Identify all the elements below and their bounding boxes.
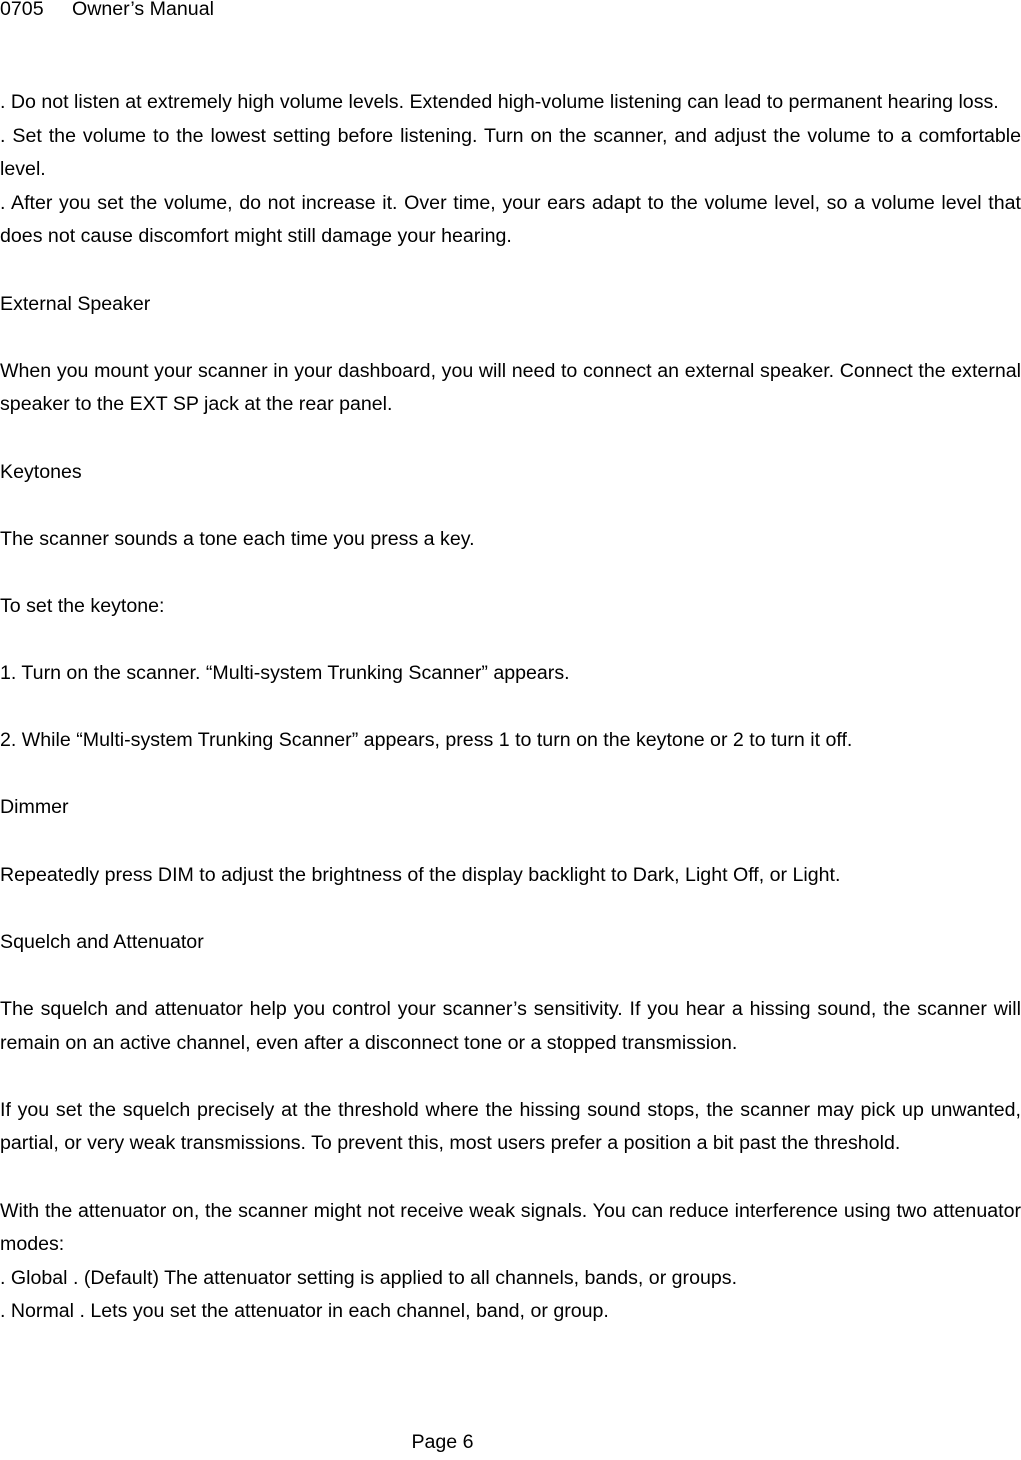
page-footer <box>0 1426 1021 1460</box>
hearing-warning-1: . Do not listen at extremely high volume levels. Extended high-volume listening can lead to permanent hearing loss. <box>0 91 999 113</box>
section-heading-squelch: Squelch and Attenuator <box>0 930 204 953</box>
external-speaker-body: When you mount your scanner in your dashboard, you will need to connect an external speaker. Connect the external speaker to the EXT SP jack at the rear panel. <box>0 359 1021 416</box>
squelch-paragraph-3: With the attenuator on, the scanner might not receive weak signals. You can reduce interference using two attenuator modes: <box>0 1199 1021 1256</box>
hearing-warning-2: . Set the volume to the lowest setting before listening. Turn on the scanner, and adjust the volume to a comfortable level. <box>0 124 1021 181</box>
spacer <box>0 892 1021 926</box>
spacer <box>0 422 1021 456</box>
spacer <box>0 1060 1021 1094</box>
page-number: Page 6 <box>411 1431 474 1453</box>
section-heading-dimmer: Dimmer <box>0 796 69 819</box>
squelch-paragraph-2: If you set the squelch precisely at the threshold where the hissing sound stops, the scanner may pick up unwanted, partial, or very weak transmissions. To prevent this, most users prefer a position a bit past the threshold. <box>0 1098 1021 1155</box>
section-heading-keytones: Keytones <box>0 460 82 483</box>
section-heading-external-speaker: External Speaker <box>0 292 151 315</box>
spacer <box>0 959 1021 993</box>
page-content <box>0 86 1021 1329</box>
spacer <box>0 624 1021 658</box>
spacer <box>0 321 1021 355</box>
document-id: 0705 <box>0 0 44 20</box>
attenuator-mode-global: . Global . (Default) The attenuator setting is applied to all channels, bands, or groups. <box>0 1266 738 1289</box>
keytones-intro: To set the keytone: <box>0 594 165 617</box>
hearing-warning-3: . After you set the volume, do not increase it. Over time, your ears adapt to the volume level, so a volume level that does not cause discomfort might still damage your hearing. <box>0 191 1021 248</box>
document-title: Owner’s Manual <box>72 0 214 20</box>
squelch-paragraph-1: The squelch and attenuator help you control your scanner’s sensitivity. If you hear a hissing sound, the scanner will remain on an active channel, even after a disconnect tone or a stopped transmission. <box>0 998 1021 1054</box>
spacer <box>0 489 1021 523</box>
spacer <box>0 691 1021 725</box>
spacer <box>0 1161 1021 1195</box>
keytones-step-2: 2. While “Multi-system Trunking Scanner” appears, press 1 to turn on the keytone or 2 to turn it off. <box>0 729 853 752</box>
spacer <box>0 825 1021 859</box>
page-header <box>0 0 214 27</box>
keytones-step-1: 1. Turn on the scanner. “Multi-system Trunking Scanner” appears. <box>0 662 570 685</box>
spacer <box>0 254 1021 288</box>
spacer <box>0 758 1021 792</box>
dimmer-body: Repeatedly press DIM to adjust the brightness of the display backlight to Dark, Light Off, or Light. <box>0 863 841 886</box>
attenuator-mode-normal: . Normal . Lets you set the attenuator in each channel, band, or group. <box>0 1300 609 1323</box>
keytones-body: The scanner sounds a tone each time you press a key. <box>0 527 475 550</box>
spacer <box>0 556 1021 590</box>
